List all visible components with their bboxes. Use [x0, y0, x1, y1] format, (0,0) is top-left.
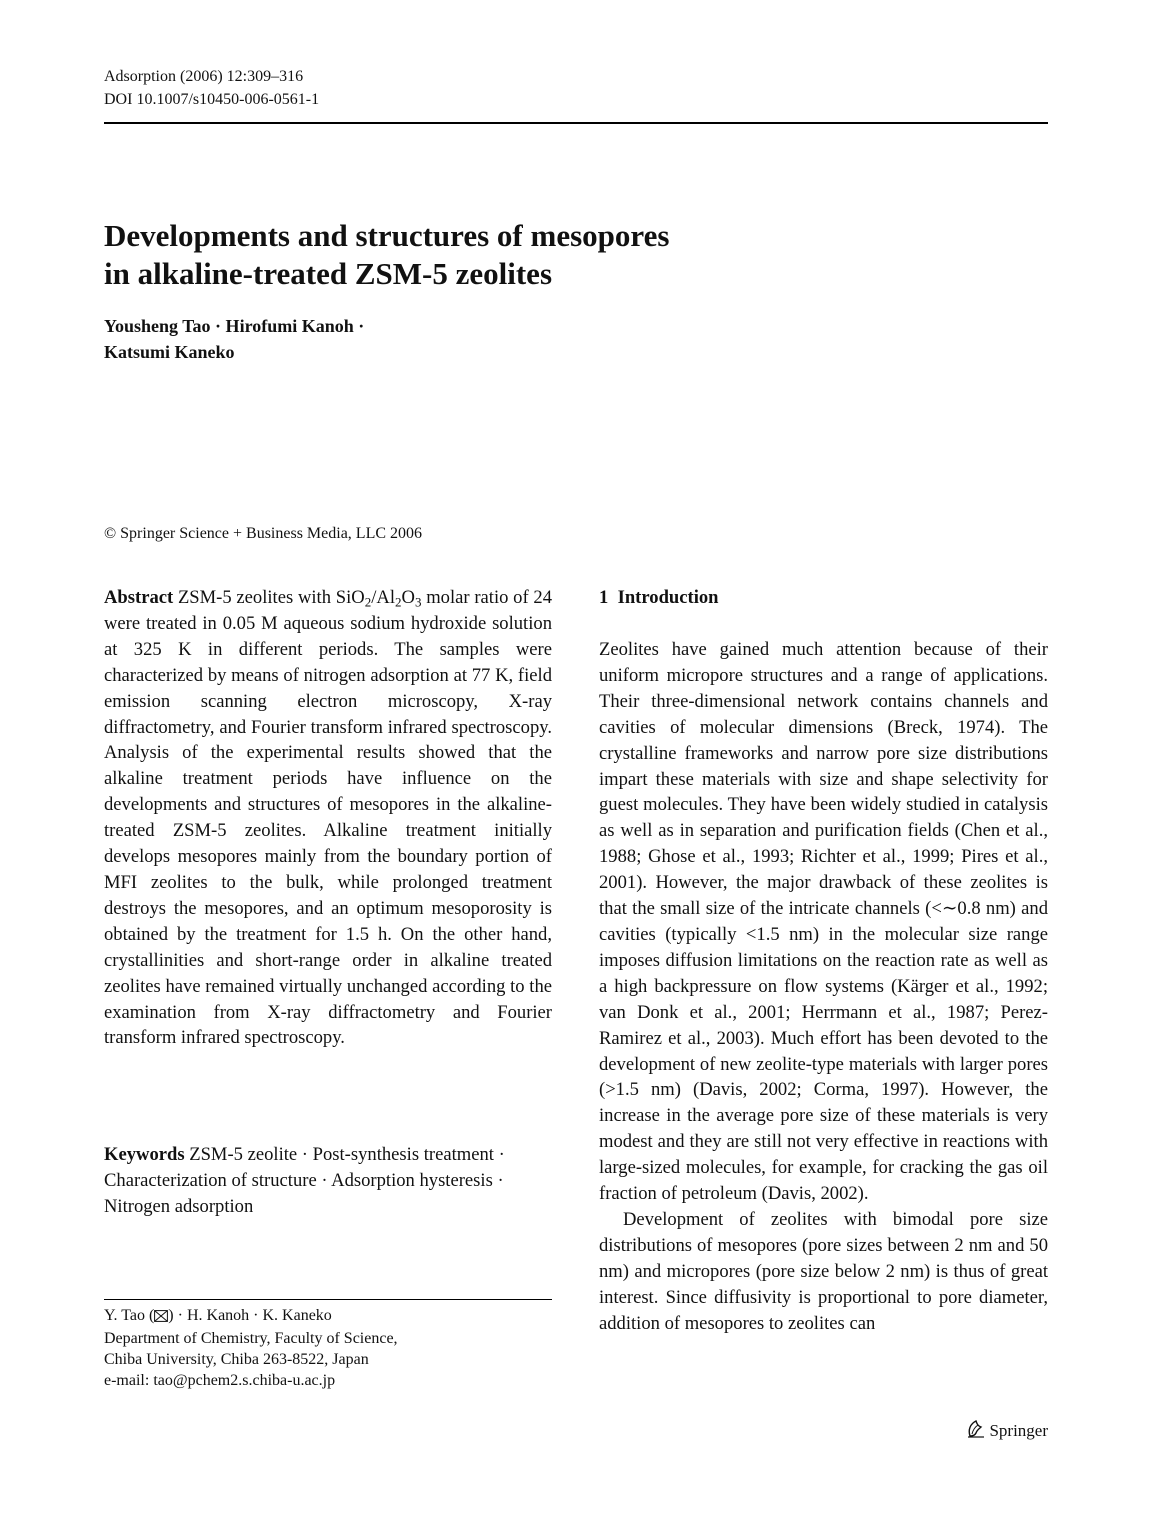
abstract-text-b: /Al	[371, 587, 395, 608]
copyright-notice	[104, 524, 422, 544]
publisher-footer	[966, 1418, 1048, 1443]
title-line-2: in alkaline-treated ZSM-5 zeolites	[104, 256, 553, 291]
title-line-1: Developments and structures of mesopores	[104, 218, 670, 253]
section-number: 1	[599, 587, 609, 608]
keywords-label: Keywords	[104, 1144, 185, 1165]
introduction-paragraph-2: Development of zeolites with bimodal pore size distributions of mesopores (pore sizes between 2 nm and 50 nm) and micropores (pore size below 2 nm) is thus of great interest. Since diffusivity is proportional to pore diameter, addition of mesopores to zeolites can	[599, 1208, 1048, 1334]
envelope-icon	[154, 1307, 168, 1328]
author-list	[104, 313, 364, 365]
subscript: 3	[414, 594, 422, 610]
affiliation-university: Chiba University, Chiba 263-8522, Japan	[104, 1351, 369, 1368]
subscript: 2	[364, 594, 372, 610]
copyright-text: Springer Science + Business Media, LLC 2006	[120, 525, 423, 542]
abstract	[104, 585, 552, 1051]
abstract-label: Abstract	[104, 587, 174, 608]
section-heading-introduction	[599, 587, 719, 609]
publisher-name: Springer	[989, 1420, 1048, 1440]
section-title: Introduction	[617, 587, 719, 608]
affiliation	[104, 1305, 552, 1391]
abstract-text-a: ZSM-5 zeolites with SiO	[177, 587, 365, 608]
authors-line-1: Yousheng Tao · Hirofumi Kanoh ·	[104, 316, 365, 336]
affiliation-email: e-mail: tao@pchem2.s.chiba-u.ac.jp	[104, 1372, 336, 1389]
journal-citation: Adsorption (2006) 12:309–316	[104, 68, 304, 85]
footnote-rule	[104, 1299, 552, 1300]
subscript: 2	[395, 594, 402, 610]
paper-title	[104, 217, 1004, 293]
header-rule	[104, 122, 1048, 124]
abstract-text-c: O	[401, 587, 415, 608]
affiliation-author-b: ) · H. Kanoh · K. Kaneko	[168, 1307, 332, 1324]
keywords-text: ZSM-5 zeolite · Post-synthesis treatment · Characterization of structure · Adsorption hysteresis · Nitrogen adsorption	[104, 1144, 505, 1217]
abstract-body: molar ratio of 24 were treated in 0.05 M aqueous sodium hydroxide solution at 325 K in different periods. The samples were characterized by means of nitrogen adsorption at 77 K, field emission scanning electron microscopy, X-ray diffractometry, and Fourier transform infrared spectroscopy. Analysis of the experimental results showed that the alkaline treatment periods have influence on the developments and structures of mesopores in the alkaline-treated ZSM-5 zeolites. Alkaline treatment initially develops mesopores mainly from the boundary portion of MFI zeolites to the bulk, while prolonged treatment destroys the mesopores, and an optimum mesoporosity is obtained by the treatment for 1.5 h. On the other hand, crystallinities and short-range order in alkaline treated zeolites have remained virtually unchanged according to the examination from X-ray diffractometry and Fourier transform infrared spectroscopy.	[104, 587, 552, 1049]
springer-logo-icon	[966, 1418, 986, 1443]
affiliation-author-a: Y. Tao (	[104, 1307, 155, 1324]
authors-line-2: Katsumi Kaneko	[104, 342, 235, 362]
introduction-paragraph-1: Zeolites have gained much attention because of their uniform micropore structures and a range of applications. Their three-dimensional network contains channels and cavities of molecular dimensions (Breck, 1974). The crystalline frameworks and narrow pore size distributions impart these materials with size and shape selectivity for guest molecules. They have been widely studied in catalysis as well as in separation and purification fields (Chen et al., 1988; Ghose et al., 1993; Richter et al., 1999; Pires et al., 2001). However, the major drawback of these zeolites is that the small size of the intricate channels (<∼0.8 nm) and cavities (typically <1.5 nm) in the molecular size range imposes diffusion limitations on the reaction rate as well as a high backpressure on flow systems (Kärger et al., 1992; van Donk et al., 2001; Herrmann et al., 1987; Perez-Ramirez et al., 2003). Much effort has been devoted to the development of new zeolite-type materials with larger pores (>1.5 nm) (Davis, 2002; Corma, 1997). However, the increase in the average pore size of these materials is very modest and they are still not very effective in reactions with large-sized molecules, for example, for cracking the gas oil fraction of petroleum (Davis, 2002).	[599, 639, 1048, 1205]
keywords	[104, 1142, 552, 1220]
doi-line: DOI 10.1007/s10450-006-0561-1	[104, 91, 320, 108]
copyright-icon: ©	[104, 525, 117, 542]
affiliation-department: Department of Chemistry, Faculty of Science,	[104, 1330, 398, 1347]
introduction-body	[599, 637, 1048, 1336]
